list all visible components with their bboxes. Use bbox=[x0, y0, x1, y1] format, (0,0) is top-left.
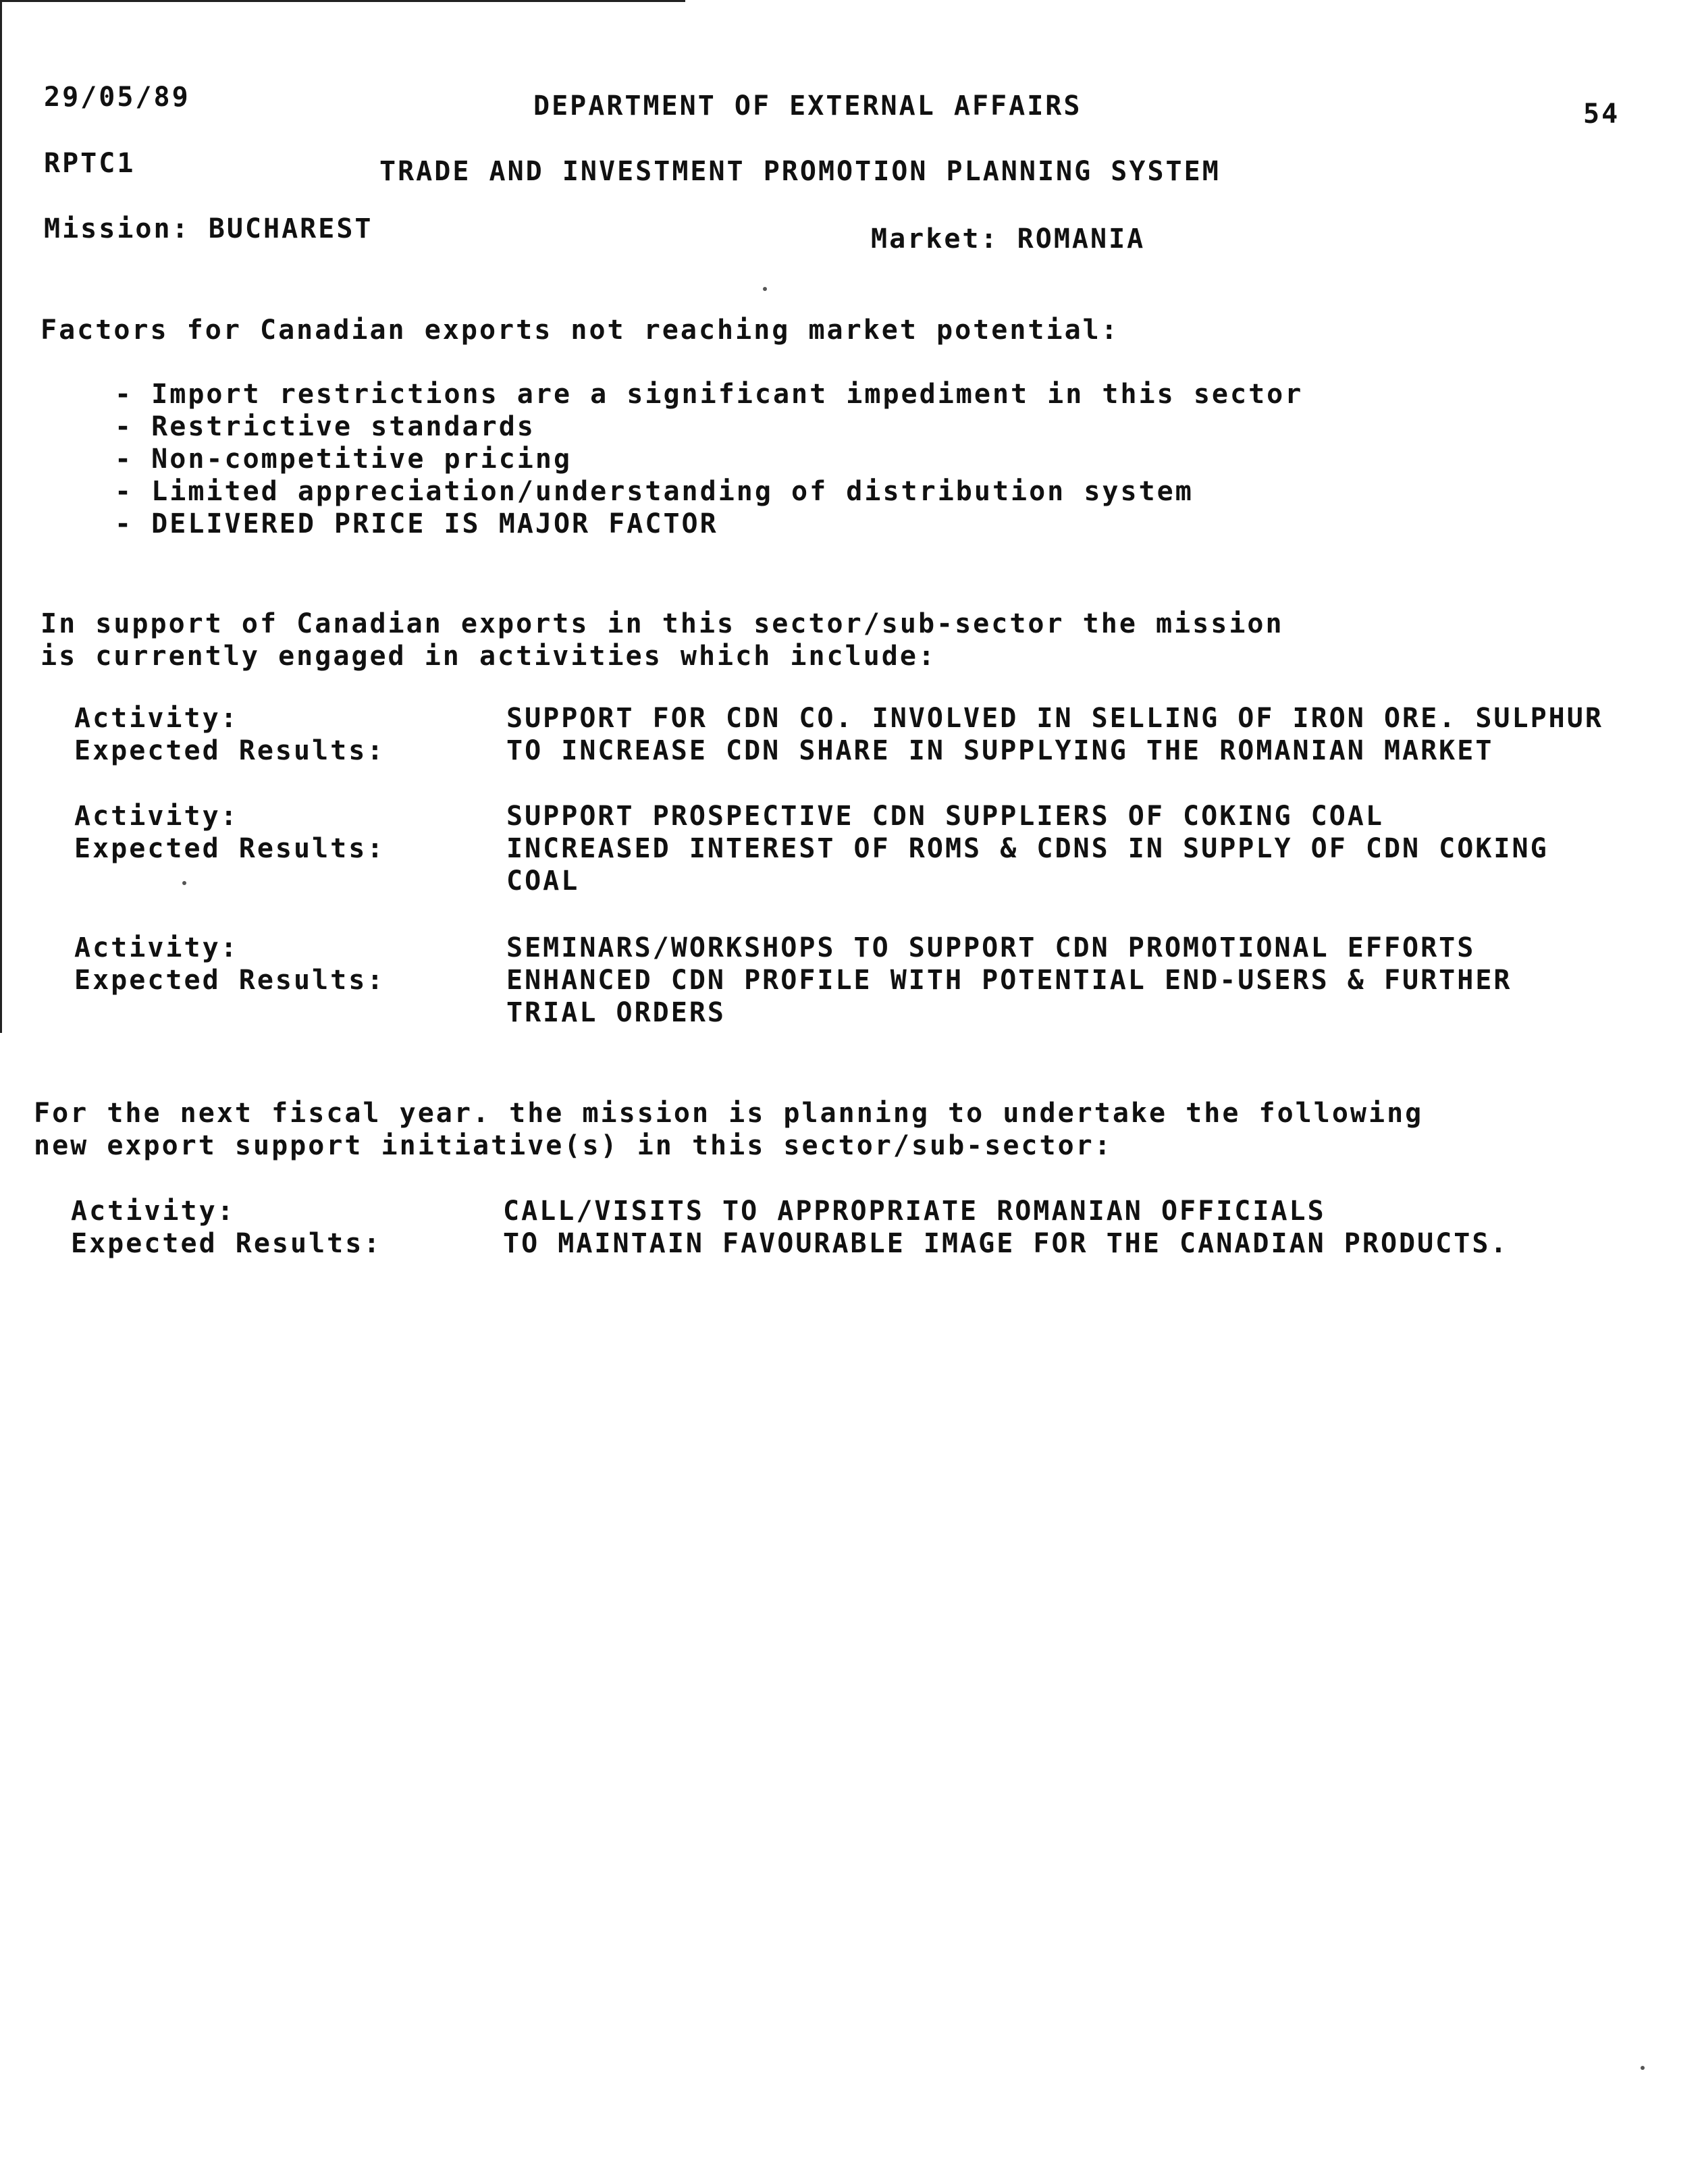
page-number: 54 bbox=[1583, 99, 1620, 130]
activity-text: CALL/VISITS TO APPROPRIATE ROMANIAN OFFICIALS bbox=[503, 1196, 1326, 1227]
scan-speck bbox=[1641, 2066, 1645, 2070]
activity-text: SEMINARS/WORKSHOPS TO SUPPORT CDN PROMOTIONAL EFFORTS bbox=[506, 932, 1476, 963]
system-title: TRADE AND INVESTMENT PROMOTION PLANNING SYSTEM bbox=[379, 156, 1221, 187]
current-activity-3 bbox=[74, 932, 1702, 1029]
factor-item: - Limited appreciation/understanding of distribution system bbox=[115, 476, 1194, 507]
current-activity-2 bbox=[74, 800, 1702, 897]
mission-label: Mission: BUCHAREST bbox=[44, 213, 373, 244]
factor-item: - Restrictive standards bbox=[115, 411, 535, 442]
scan-edge-top bbox=[0, 0, 685, 2]
results-text: INCREASED INTEREST OF ROMS & CDNS IN SUPPLY OF CDN COKING COAL bbox=[506, 833, 1549, 897]
report-date: 29/05/89 bbox=[44, 82, 190, 113]
scan-edge-left bbox=[0, 0, 2, 1033]
scan-speck bbox=[182, 881, 186, 885]
next-year-intro-line2: new export support initiative(s) in this sector/sub-sector: bbox=[34, 1130, 1113, 1161]
factors-list bbox=[115, 378, 1303, 540]
results-text: TO MAINTAIN FAVOURABLE IMAGE FOR THE CANADIAN PRODUCTS. bbox=[503, 1228, 1509, 1259]
next-year-intro-line1: For the next fiscal year. the mission is planning to undertake the following bbox=[34, 1098, 1424, 1129]
activity-text: SUPPORT PROSPECTIVE CDN SUPPLIERS OF COKING COAL bbox=[506, 801, 1384, 832]
department-title: DEPARTMENT OF EXTERNAL AFFAIRS bbox=[533, 90, 1082, 122]
factor-item: - DELIVERED PRICE IS MAJOR FACTOR bbox=[115, 508, 718, 539]
market-label: Market: ROMANIA bbox=[871, 223, 1146, 255]
factor-item: - Import restrictions are a significant impediment in this sector bbox=[115, 379, 1304, 410]
activity-label: Activity: bbox=[71, 1196, 236, 1227]
current-intro-line1: In support of Canadian exports in this sector/sub-sector the mission bbox=[41, 608, 1284, 639]
report-code: RPTC1 bbox=[44, 148, 136, 179]
activity-label: Activity: bbox=[74, 932, 239, 963]
results-label: Expected Results: bbox=[74, 833, 385, 864]
results-text: TO INCREASE CDN SHARE IN SUPPLYING THE ROMANIAN MARKET bbox=[506, 735, 1494, 766]
activity-label: Activity: bbox=[74, 703, 239, 734]
activity-label: Activity: bbox=[74, 801, 239, 832]
factor-item: - Non-competitive pricing bbox=[115, 444, 573, 475]
activity-text: SUPPORT FOR CDN CO. INVOLVED IN SELLING OF IRON ORE. SULPHUR bbox=[506, 703, 1603, 734]
results-label: Expected Results: bbox=[74, 735, 385, 766]
current-intro-line2: is currently engaged in activities which include: bbox=[41, 641, 937, 672]
results-label: Expected Results: bbox=[71, 1228, 382, 1259]
factors-heading: Factors for Canadian exports not reaching market potential: bbox=[41, 315, 1119, 346]
results-label: Expected Results: bbox=[74, 965, 385, 996]
current-activity-1 bbox=[74, 702, 1702, 767]
next-year-activity-1 bbox=[71, 1195, 1702, 1260]
results-text: ENHANCED CDN PROFILE WITH POTENTIAL END-USERS & FURTHER TRIAL ORDERS bbox=[506, 965, 1512, 1028]
scan-speck bbox=[763, 287, 767, 291]
